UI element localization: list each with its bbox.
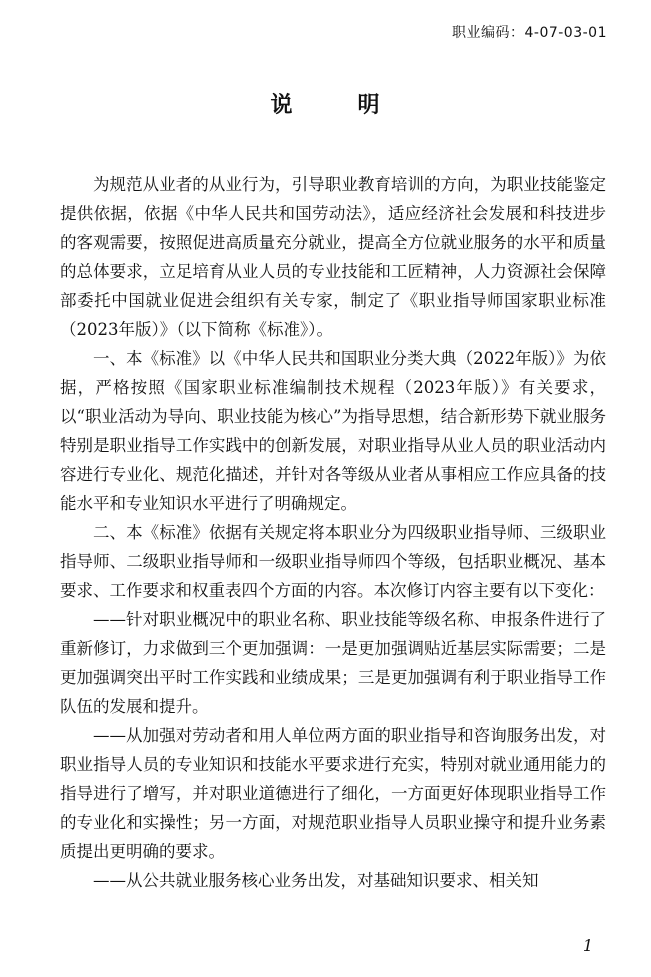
page-number: 1: [582, 936, 593, 955]
paragraph-item-one: 一、本《标准》以《中华人民共和国职业分类大典（2022年版）》为依据，严格按照《国家职业标准编制技术规程（2023年版）》有关要求，以“职业活动为导向、职业技能为核心”为指导思想，结合新形势下就业服务特别是职业指导工作实践中的创新发展，对职业指导从业人员的职业活动内容进行专业化、规范化描述，并针对各等级从业者从事相应工作应具备的技能水平和专业知识水平进行了明确规定。: [60, 349, 606, 513]
paragraph-intro: 为规范从业者的从业行为，引导职业教育培训的方向，为职业技能鉴定提供依据，依据《中华人民共和国劳动法》，适应经济社会发展和科技进步的客观需要，按照促进高质量充分就业，提高全方位就业服务的水平和质量的总体要求，立足培育从业人员的专业技能和工匠精神，人力资源社会保障部委托中国就业促进会组织有关专家，制定了《职业指导师国家职业标准（2023年版）》（以下简称《标准》）。: [60, 175, 606, 339]
page-title-part2: 明: [357, 93, 381, 118]
occupation-code: 职业编码：4-07-03-01: [451, 25, 607, 41]
page-title: [0, 88, 651, 119]
page-title-part1: 说: [270, 93, 294, 118]
paragraph-dash-three: ——从公共就业服务核心业务出发，对基础知识要求、相关知: [93, 871, 539, 890]
paragraph-dash-one: ——针对职业概况中的职业名称、职业技能等级名称、申报条件进行了重新修订，力求做到三个更加强调：一是更加强调贴近基层实际需要；二是更加强调突出平时工作实践和业绩成果；三是更加强调有利于职业指导工作队伍的发展和提升。: [60, 610, 606, 716]
document-body: [60, 170, 606, 895]
paragraph-item-two: 二、本《标准》依据有关规定将本职业分为四级职业指导师、三级职业指导师、二级职业指导师和一级职业指导师四个等级，包括职业概况、基本要求、工作要求和权重表四个方面的内容。本次修订内容主要有以下变化：: [60, 523, 606, 600]
paragraph-dash-two: ——从加强对劳动者和用人单位两方面的职业指导和咨询服务出发，对职业指导人员的专业知识和技能水平要求进行充实，特别对就业通用能力的指导进行了增写，并对职业道德进行了细化，一方面更好体现职业指导工作的专业化和实操性；另一方面，对规范职业指导人员职业操守和提升业务素质提出更明确的要求。: [60, 726, 606, 861]
